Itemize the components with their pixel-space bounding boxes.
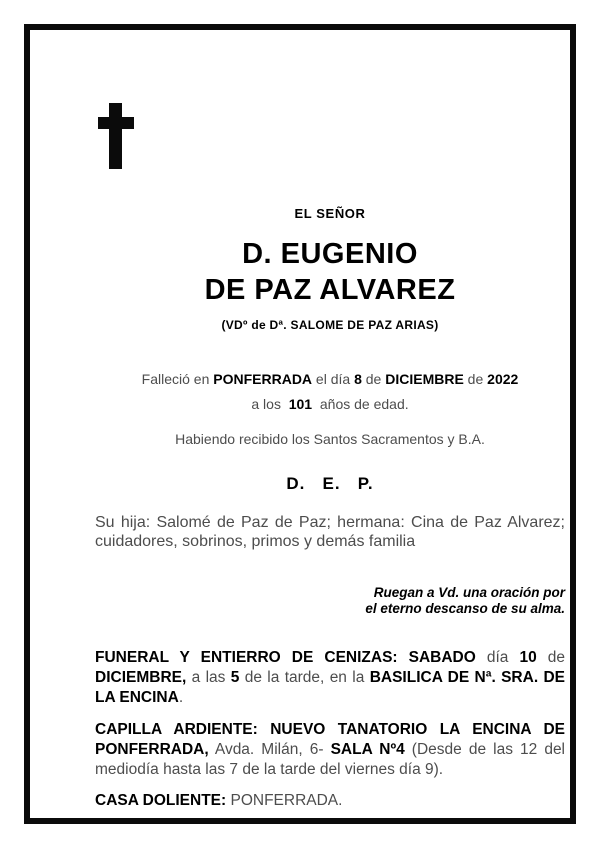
text-segment: el día xyxy=(312,371,355,387)
text-segment: DICIEMBRE xyxy=(385,371,464,387)
text-segment: Falleció en xyxy=(141,371,214,387)
text-segment: día xyxy=(475,649,520,666)
text-segment: PONFERRADA xyxy=(213,371,313,387)
text-segment: de xyxy=(361,371,386,387)
obituary-content xyxy=(60,60,600,811)
text-segment: a las xyxy=(186,669,231,686)
sacraments-line: Habiendo recibido los Santos Sacramentos y B.A. xyxy=(175,431,485,447)
text-segment: 10 xyxy=(519,649,537,666)
spouse-note: (VDº de Dª. SALOME DE PAZ ARIAS) xyxy=(221,318,439,332)
deceased-name xyxy=(95,236,565,308)
text-segment: CASA DOLIENTE: xyxy=(95,792,227,809)
honorific: EL SEÑOR xyxy=(294,206,366,221)
prayer-request xyxy=(95,585,565,617)
rest-in-peace-abbreviation: D. E. P. xyxy=(286,474,374,493)
obituary-frame xyxy=(24,24,576,824)
deceased-name-line2: DE PAZ ALVAREZ xyxy=(204,274,456,306)
death-line xyxy=(95,371,565,388)
text-segment: CAPILLA ARDIENTE: NUEVO TANATORIO LA ENCINA DE PONFERRADA, xyxy=(95,721,570,758)
age-line xyxy=(95,396,565,413)
text-segment: SALA Nº4 xyxy=(330,741,405,758)
prayer-line1: Ruegan a Vd. una oración por xyxy=(373,585,565,600)
text-segment: . xyxy=(178,689,184,706)
text-segment: 2022 xyxy=(487,371,519,387)
deceased-name-line1: D. EUGENIO xyxy=(242,238,418,270)
text-segment: de xyxy=(463,371,488,387)
family-line: Su hija: Salomé de Paz de Paz; hermana: Cina de Paz Alvarez; cuidadores, sobrinos, primos y demás familia xyxy=(95,514,565,550)
prayer-line2: el eterno descanso de su alma. xyxy=(365,601,565,616)
text-segment: DICIEMBRE, xyxy=(95,669,187,686)
text-segment: PONFERRADA. xyxy=(226,792,343,809)
chapel-details xyxy=(95,720,570,780)
text-segment: Avda. Milán, 6- xyxy=(208,741,331,758)
text-segment: de xyxy=(536,649,570,666)
text-segment: años de edad. xyxy=(312,396,409,412)
text-segment: BASILICA DE Nª. SRA. DE LA ENCINA xyxy=(95,669,570,706)
mourning-house xyxy=(95,791,565,811)
text-segment: 101 xyxy=(288,396,313,412)
text-segment: a los xyxy=(251,396,289,412)
text-segment: (Desde de las 12 del mediodía hasta las 7 de la tarde del viernes día 9). xyxy=(95,741,570,778)
text-segment: 8 xyxy=(354,371,362,387)
text-segment: 5 xyxy=(230,669,240,686)
text-segment: FUNERAL Y ENTIERRO DE CENIZAS: SABADO xyxy=(95,649,476,666)
text-segment: de la tarde, en la xyxy=(239,669,370,686)
funeral-details xyxy=(95,648,570,708)
